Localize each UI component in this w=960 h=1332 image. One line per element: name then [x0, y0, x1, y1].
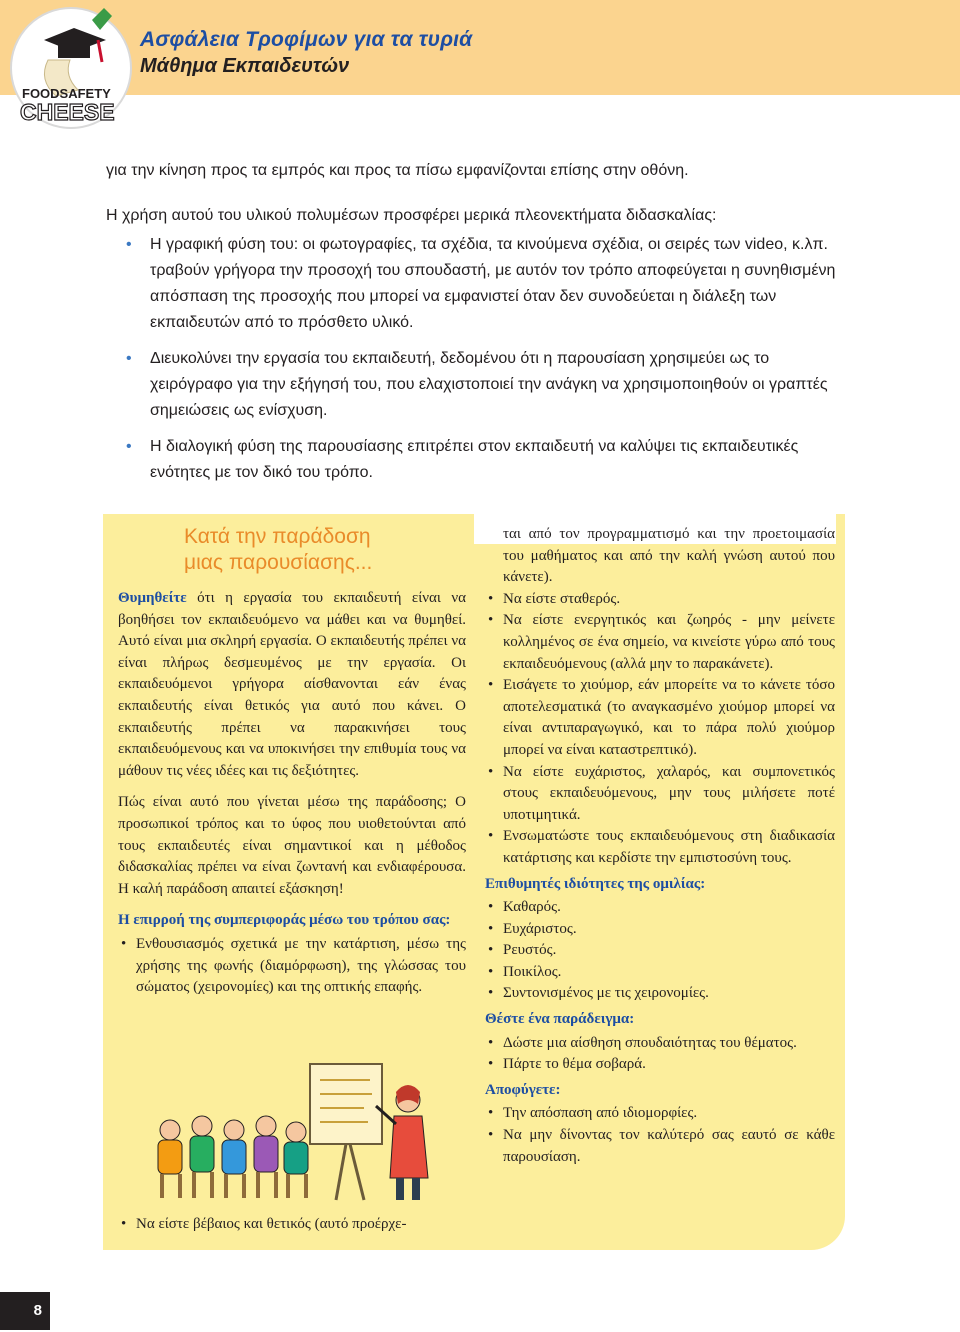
list-item: • Ενθουσιασμός σχετικά με την κατάρτιση, μέσω της χρήσης της φωνής (διαμόρφωση), της γλώσσας του σώματος (χειρονομίες) και της οπτικής επαφής. [118, 934, 466, 999]
list-item: • Να είστε βέβαιος και θετικός (αυτό προέρχε- [118, 1214, 468, 1236]
box-heading-line-2: μιας παρουσίασης... [184, 551, 373, 574]
box-right-column [485, 524, 835, 1168]
box-left-column [118, 524, 466, 999]
influence-heading: Η επιρροή της συμπεριφοράς μέσω του τρόπου σας: [118, 912, 451, 929]
remember-paragraph [118, 588, 466, 782]
example-list [485, 1033, 835, 1076]
list-item: • Ενσωματώστε τους εκπαιδευόμενους στη διαδικασία κατάρτισης και κερδίστε την εμπιστοσύνη τους. [485, 826, 835, 869]
list-item: • Εισάγετε το χιούμορ, εάν μπορείτε να το κάνετε τόσο αποτελεσματικά (το αναγκασμένο χιούμορ μπορεί να είναι αντιπαραγωγικό, και το πάρα πολύ χιούμορ μπορεί να είναι καταστρεπτικό). [485, 675, 835, 761]
list-item: • Ευχάριστος. [485, 919, 835, 941]
page-number: 8 [0, 1292, 50, 1330]
list-item: • Να είστε ενεργητικός και ζωηρός - μην μείνετε κολλημένος σε ένα σημείο, να κινείστε γύρω από τους εκπαιδευόμενους (αλλά μην το παρακάνετε). [485, 610, 835, 675]
avoid-list [485, 1103, 835, 1168]
list-item: • Δώστε μια αίσθηση σπουδαιότητας του θέματος. [485, 1033, 835, 1055]
remember-text: ότι η εργασία του εκπαιδευτή είναι να βοηθήσει τον εκπαιδευόμενο να μάθει και να θυμηθεί. Αυτό είναι μια σκληρή εργασία. Ο εκπαιδευτής πρέπει να είναι πλήρως δεσμευμένος με την εργασία. Οι εκπαιδευόμενοι γρήγορα αίσθανονται εάν ένας εκπαιδευτής είναι θετικός για αυτό που κάνει. Ο εκπαιδευτής πρέπει να παρακινήσει τους εκπαιδευόμενους και να υποκινήσει την επιθυμία τους να μάθουν τις νέες ιδέες και τις δεξιότητες. [118, 590, 466, 779]
list-item: • Πάρτε το θέμα σοβαρά. [485, 1054, 835, 1076]
avoid-heading: Αποφύγετε: [485, 1081, 561, 1098]
confident-item [118, 1214, 468, 1236]
presenter-audience-illustration [150, 1060, 450, 1210]
header-title: Ασφάλεια Τροφίμων για τα τυριά [140, 28, 473, 51]
speech-heading: Επιθυμητές ιδιότητες της ομιλίας: [485, 875, 706, 892]
box-heading [184, 524, 466, 576]
logo-text-top: FOODSAFETY [22, 86, 111, 101]
delivery-tips-list [485, 589, 835, 870]
list-item: • Η γραφική φύση του: οι φωτογραφίες, τα σχέδια, τα κινούμενα σχέδια, οι σειρές των video, κ.λπ. τραβούν γρήγορα την προσοχή του σπουδαστή, με αυτόν τον τρόπο αποφεύγεται η συνηθισμένη απόσπαση της προσοχής που μπορεί να εμφανιστεί όταν δεν συνοδεύεται η διάλεξη των εκπαιδευτών από το πρόσθετο υλικό. [122, 232, 852, 336]
intro-line-2: Η χρήση αυτού του υλικού πολυμέσων προσφέρει μερικά πλεονεκτήματα διδασκαλίας: [106, 207, 717, 224]
advantages-list [122, 232, 852, 496]
influence-list [118, 934, 466, 999]
list-item: • Συντονισμένος με τις χειρονομίες. [485, 983, 835, 1005]
list-item: • Διευκολύνει την εργασία του εκπαιδευτή, δεδομένου ότι η παρουσίαση χρησιμεύει ως το χειρόγραφο για την εξήγησή του, που ελαχιστοποιεί την ανάγκη να χρησιμοποιηθούν οι γραπτές σημειώσεις ως ενίσχυση. [122, 346, 852, 424]
example-heading: Θέστε ένα παράδειγμα: [485, 1011, 635, 1028]
logo-text-bottom: CHEESE [20, 99, 115, 125]
intro-line-1: για την κίνηση προς τα εμπρός και προς τα πίσω εμφανίζονται επίσης στην οθόνη. [106, 162, 689, 179]
list-item: • Ρευστός. [485, 940, 835, 962]
list-item: • Ποικίλος. [485, 962, 835, 984]
box-heading-line-1: Κατά την παράδοση [184, 525, 371, 548]
list-item: • Να είστε σταθερός. [485, 589, 835, 611]
list-item: • Να μην δίνοντας τον καλύτερό σας εαυτό σε κάθε παρουσίαση. [485, 1125, 835, 1168]
header-subtitle: Μάθημα Εκπαιδευτών [140, 55, 350, 77]
list-item: • Καθαρός. [485, 897, 835, 919]
list-item: • Να είστε ευχάριστος, χαλαρός, και συμπονετικός στους εκπαιδευόμενους, μην τους μιλήσετε ποτέ υποτιμητικά. [485, 762, 835, 827]
remember-label: Θυμηθείτε [118, 590, 187, 606]
delivery-paragraph: Πώς είναι αυτό που γίνεται μέσω της παράδοσης; Ο προσωπικοί τρόπος και το ύφος που υιοθετούνται από τους εκπαιδευτές είναι σημαντικοί και η μέθοδος διδασκαλίας πρέπει να είναι ζωντανή και ενδιαφέρουσα. Η καλή παράδοση απαιτεί εξάσκηση! [118, 794, 466, 897]
list-item: • Η διαλογική φύση της παρουσίασης επιτρέπει στον εκπαιδευτή να καλύψει τις εκπαιδευτικές ενότητες με τον δικό του τρόπο. [122, 434, 852, 486]
list-item: • Την απόσπαση από ιδιομορφίες. [485, 1103, 835, 1125]
speech-list [485, 897, 835, 1005]
foodsafety-cheese-logo [8, 0, 134, 135]
continued-text: ται από τον προγραμματισμό και την προετοιμασία του μαθήματος και από την καλή γνώση αυτού που κάνετε). [503, 526, 835, 586]
